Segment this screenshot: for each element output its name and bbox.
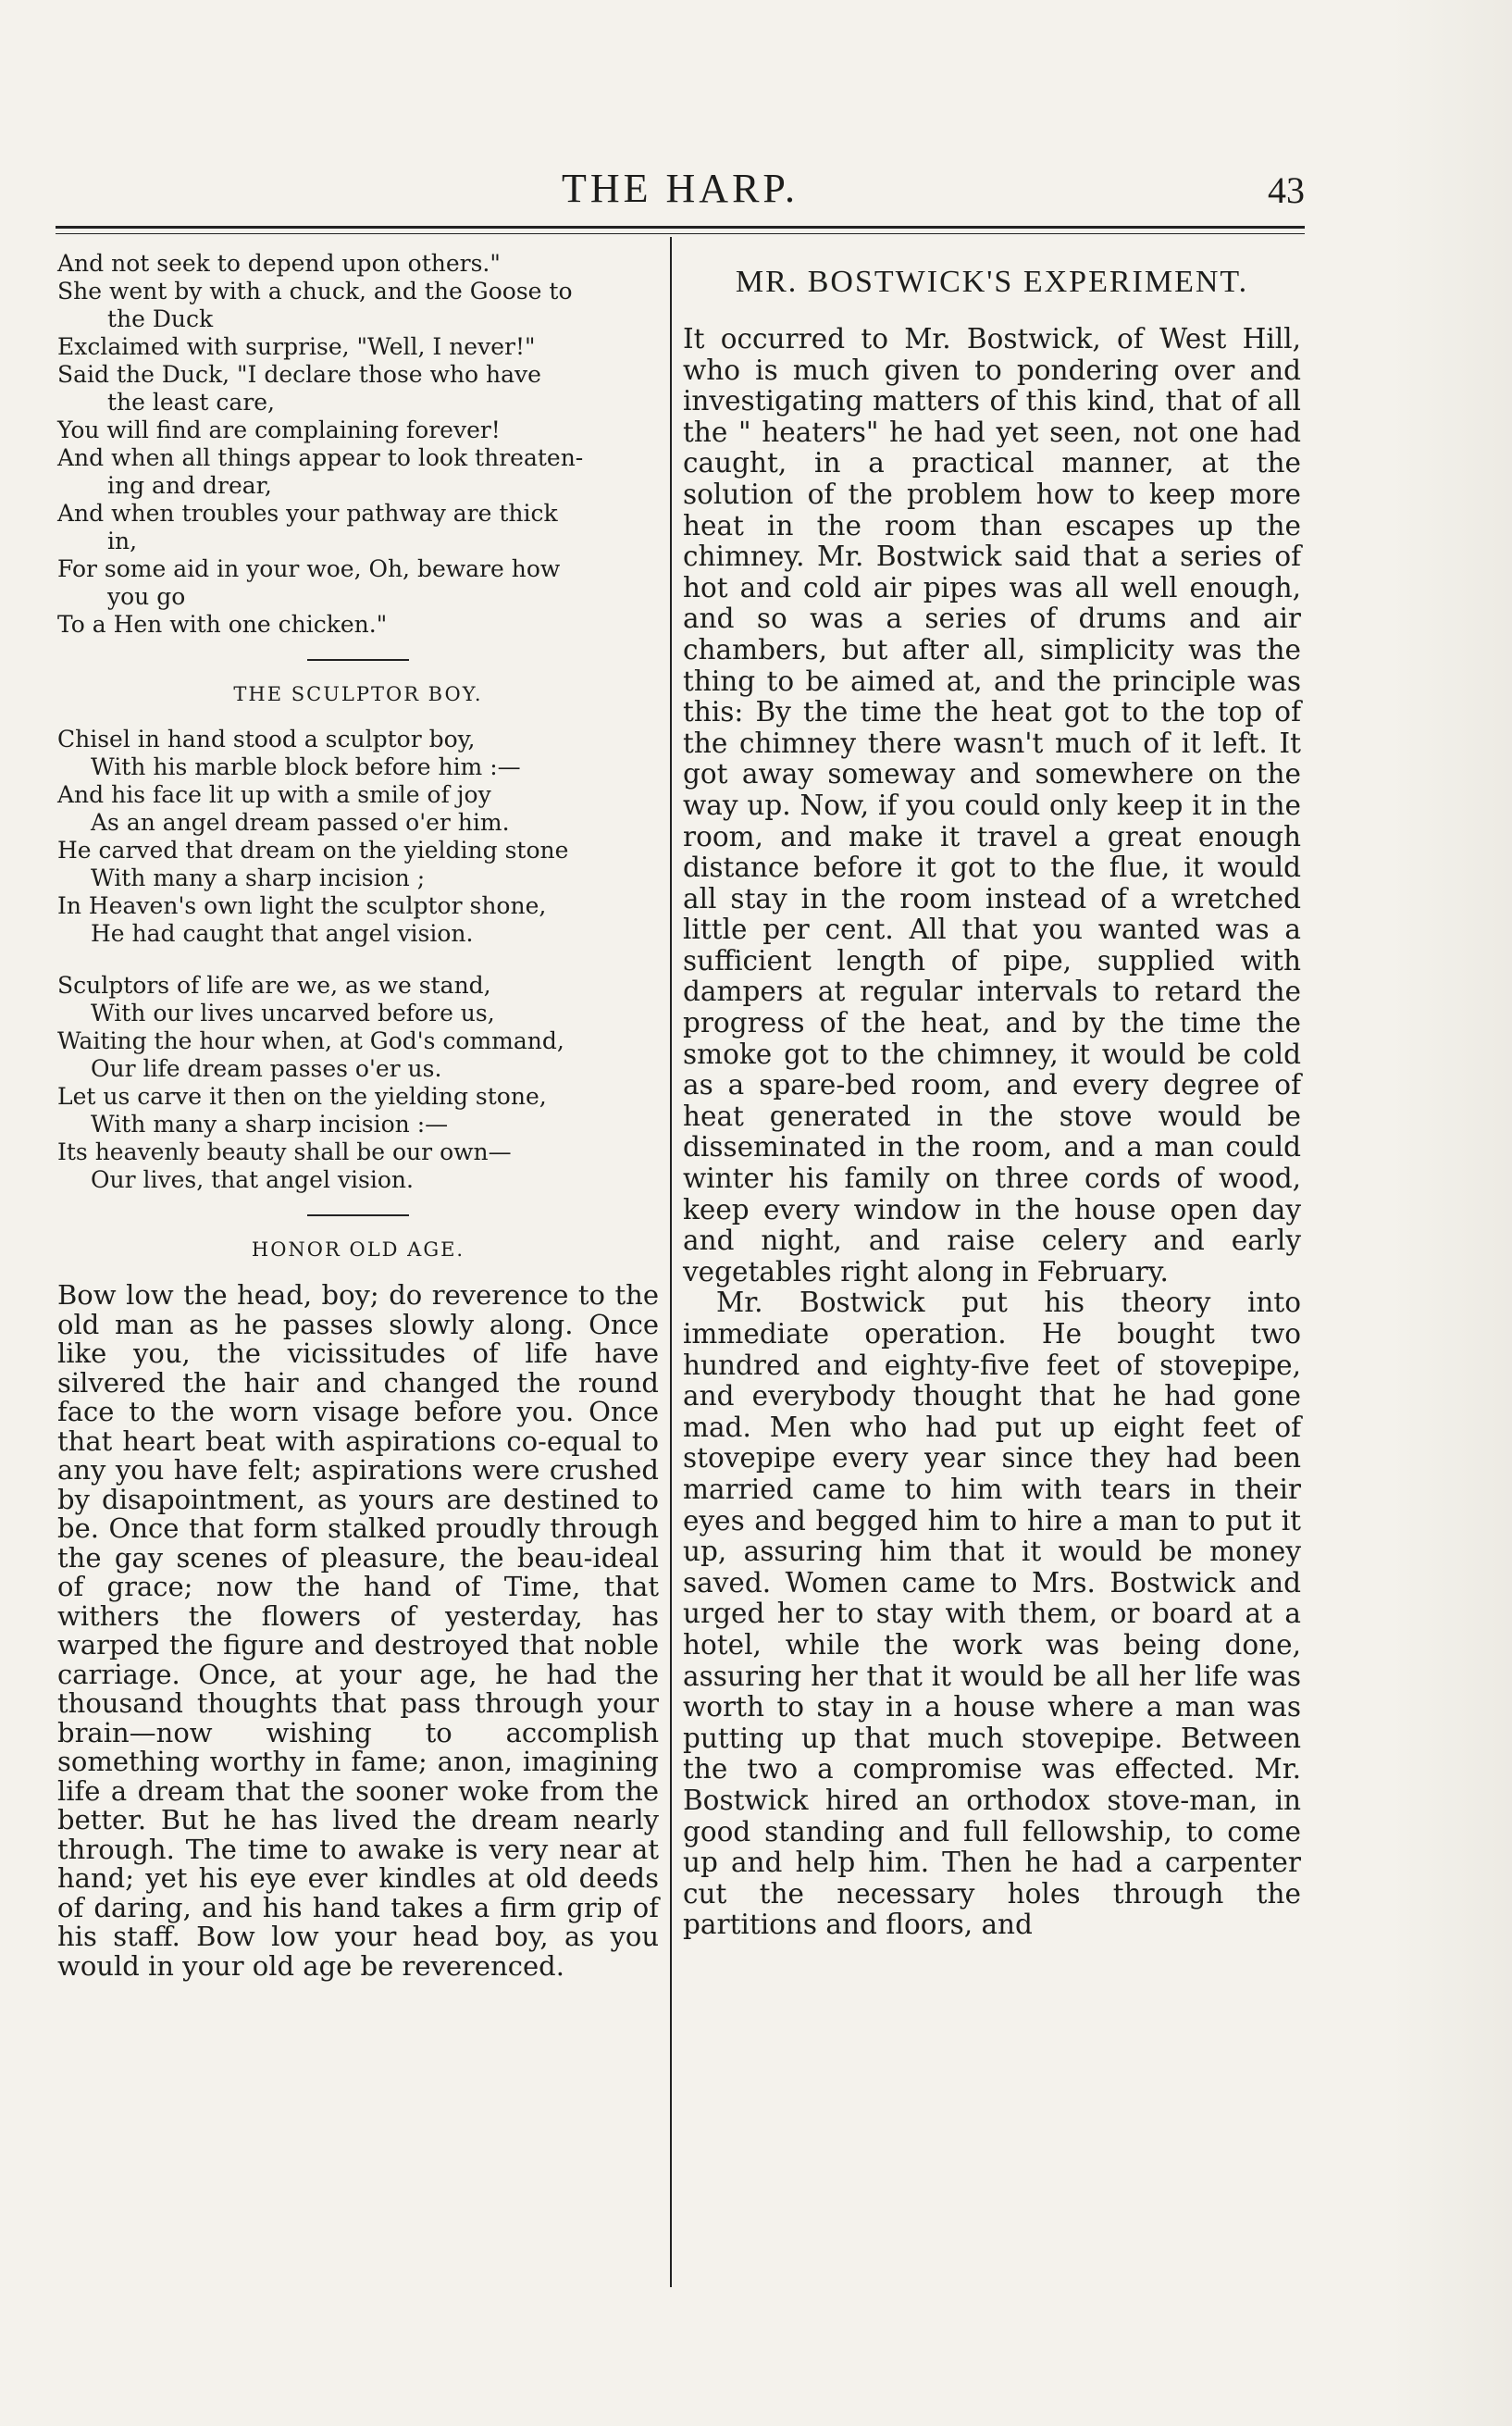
verse-line: Our life dream passes o'er us. [91,1055,442,1082]
verse-line: And not seek to depend upon others." [57,250,501,277]
verse-line: With our lives uncarved before us, [91,1000,495,1026]
verse-line: And his face lit up with a smile of joy [57,781,491,808]
verse-line: And when all things appear to look threaten- [57,444,584,471]
verse-line: He had caught that angel vision. [91,920,474,947]
verse-line: Our lives, that angel vision. [91,1166,414,1193]
section-title-honor-old-age: HONOR OLD AGE. [251,1238,465,1261]
poem-sculptor-boy [57,726,659,1194]
paper-edge-stain [1388,0,1512,2426]
verse-line: Said the Duck, "I declare those who have [57,361,541,388]
verse-line: To a Hen with one chicken." [57,611,388,638]
verse-line: the least care, [107,389,276,416]
article-paragraph: It occurred to Mr. Bostwick, of West Hill, who is much given to pondering over and investigating matters of this kind, that of all the " heaters" he had yet seen, not one had caught, in a practical manner, at the solution of the problem how to keep more heat in the room than escapes up the chimney. Mr. Bostwick said that a series of hot and cold air pipes was all well enough, and so was a series of drums and air chambers, but after all, simplicity was the thing to be aimed at, and the principle was this: By the time the heat got to the top of the chimney there wasn't much of it left. It got away someway and somewhere on the way up. Now, if you could only keep it in the room, and make it travel a great enough distance before it got to the flue, it would all stay in the room instead of a wretched little per cent. All that you wanted was a sufficient length of pipe, supplied with dampers at regular intervals to retard the progress of the heat, and by the time the smoke got to the chimney, it would be cold as a spare-bed room, and every degree of heat generated in the stove would be disseminated in the room, and a man could winter his family on three cords of wood, keep every window in the house open day and night, and raise celery and early vegetables right along in February. [683,323,1301,1288]
verse-line: In Heaven's own light the sculptor shone, [57,892,547,919]
verse-line: in, [107,528,138,554]
verse-line: She went by with a chuck, and the Goose to [57,278,573,305]
verse-line: With his marble block before him :— [91,753,521,780]
page-header [56,165,1305,220]
section-separator [307,1214,409,1216]
verse-line: Waiting the hour when, at God's command, [57,1027,564,1054]
column-divider [670,237,672,2287]
verse-line: Its heavenly beauty shall be our own— [57,1138,512,1165]
header-rule-thin [56,233,1305,234]
article-title-bostwick: MR. BOSTWICK'S EXPERIMENT. [735,265,1249,299]
article-paragraph: Mr. Bostwick put his theory into immediate operation. He bought two hundred and eighty-five feet of stovepipe, and everybody thought that he had gone mad. Men who had put up eight feet of stovepipe every year since they had been married came to him with tears in their eyes and begged him to hire a man to put it up, assuring him that it would be money saved. Women came to Mrs. Bostwick and urged her to stay with them, or board at a hotel, while the work was being done, assuring her that it would be all her life was worth to stay in a house where a man was putting up that much stovepipe. Between the two a compromise was effected. Mr. Bostwick hired an orthodox stove-man, in good standing and full fellowship, to come up and help him. Then he had a carpenter cut the necessary holes through the partitions and floors, and [683,1287,1301,1941]
verse-line: For some aid in your woe, Oh, beware how [57,555,561,582]
section-separator [307,659,409,661]
verse-line: With many a sharp incision :— [91,1111,449,1138]
verse-line: the Duck [107,305,214,332]
verse-line: Let us carve it then on the yielding stone, [57,1083,547,1110]
right-column [683,250,1301,1941]
verse-line: Exclaimed with surprise, "Well, I never!" [57,333,536,360]
verse-line: ing and drear, [107,472,272,499]
verse-line: With many a sharp incision ; [91,865,426,891]
verse-line: Sculptors of life are we, as we stand, [57,972,491,999]
page-number: 43 [1268,169,1305,211]
verse-line: As an angel dream passed o'er him. [91,809,510,836]
poem-ending [57,250,659,639]
verse-line: He carved that dream on the yielding stone [57,837,569,864]
section-title-sculptor-boy: THE SCULPTOR BOY. [233,683,483,705]
publication-title: THE HARP. [561,166,799,211]
stanza-gap [57,948,659,972]
verse-line: And when troubles your pathway are thick [57,500,558,527]
verse-line: you go [107,583,186,610]
header-rule-thick [56,226,1305,229]
article-honor-old-age: Bow low the head, boy; do reverence to the old man as he passes slowly along. Once like you, the vicissitudes of life have silvered the hair and changed the round face to the worn visage before you. Once that heart beat with aspirations co-equal to any you have felt; aspirations were crushed by disapointment, as yours are destined to be. Once that form stalked proudly through the gay scenes of pleasure, the beau-ideal of grace; now the hand of Time, that withers the flowers of yesterday, has warped the figure and destroyed that noble carriage. Once, at your age, he had the thousand thoughts that pass through your brain—now wishing to accomplish something worthy in fame; anon, imagining life a dream that the sooner woke from the better. But he has lived the dream nearly through. The time to awake is very near at hand; yet his eye ever kindles at old deeds of daring, and his hand takes a firm grip of his staff. Bow low your head boy, as you would in your old age be reverenced. [57,1279,659,1982]
verse-line: Chisel in hand stood a sculptor boy, [57,726,476,753]
verse-line: You will find are complaining forever! [57,417,501,443]
left-column [57,250,659,1981]
